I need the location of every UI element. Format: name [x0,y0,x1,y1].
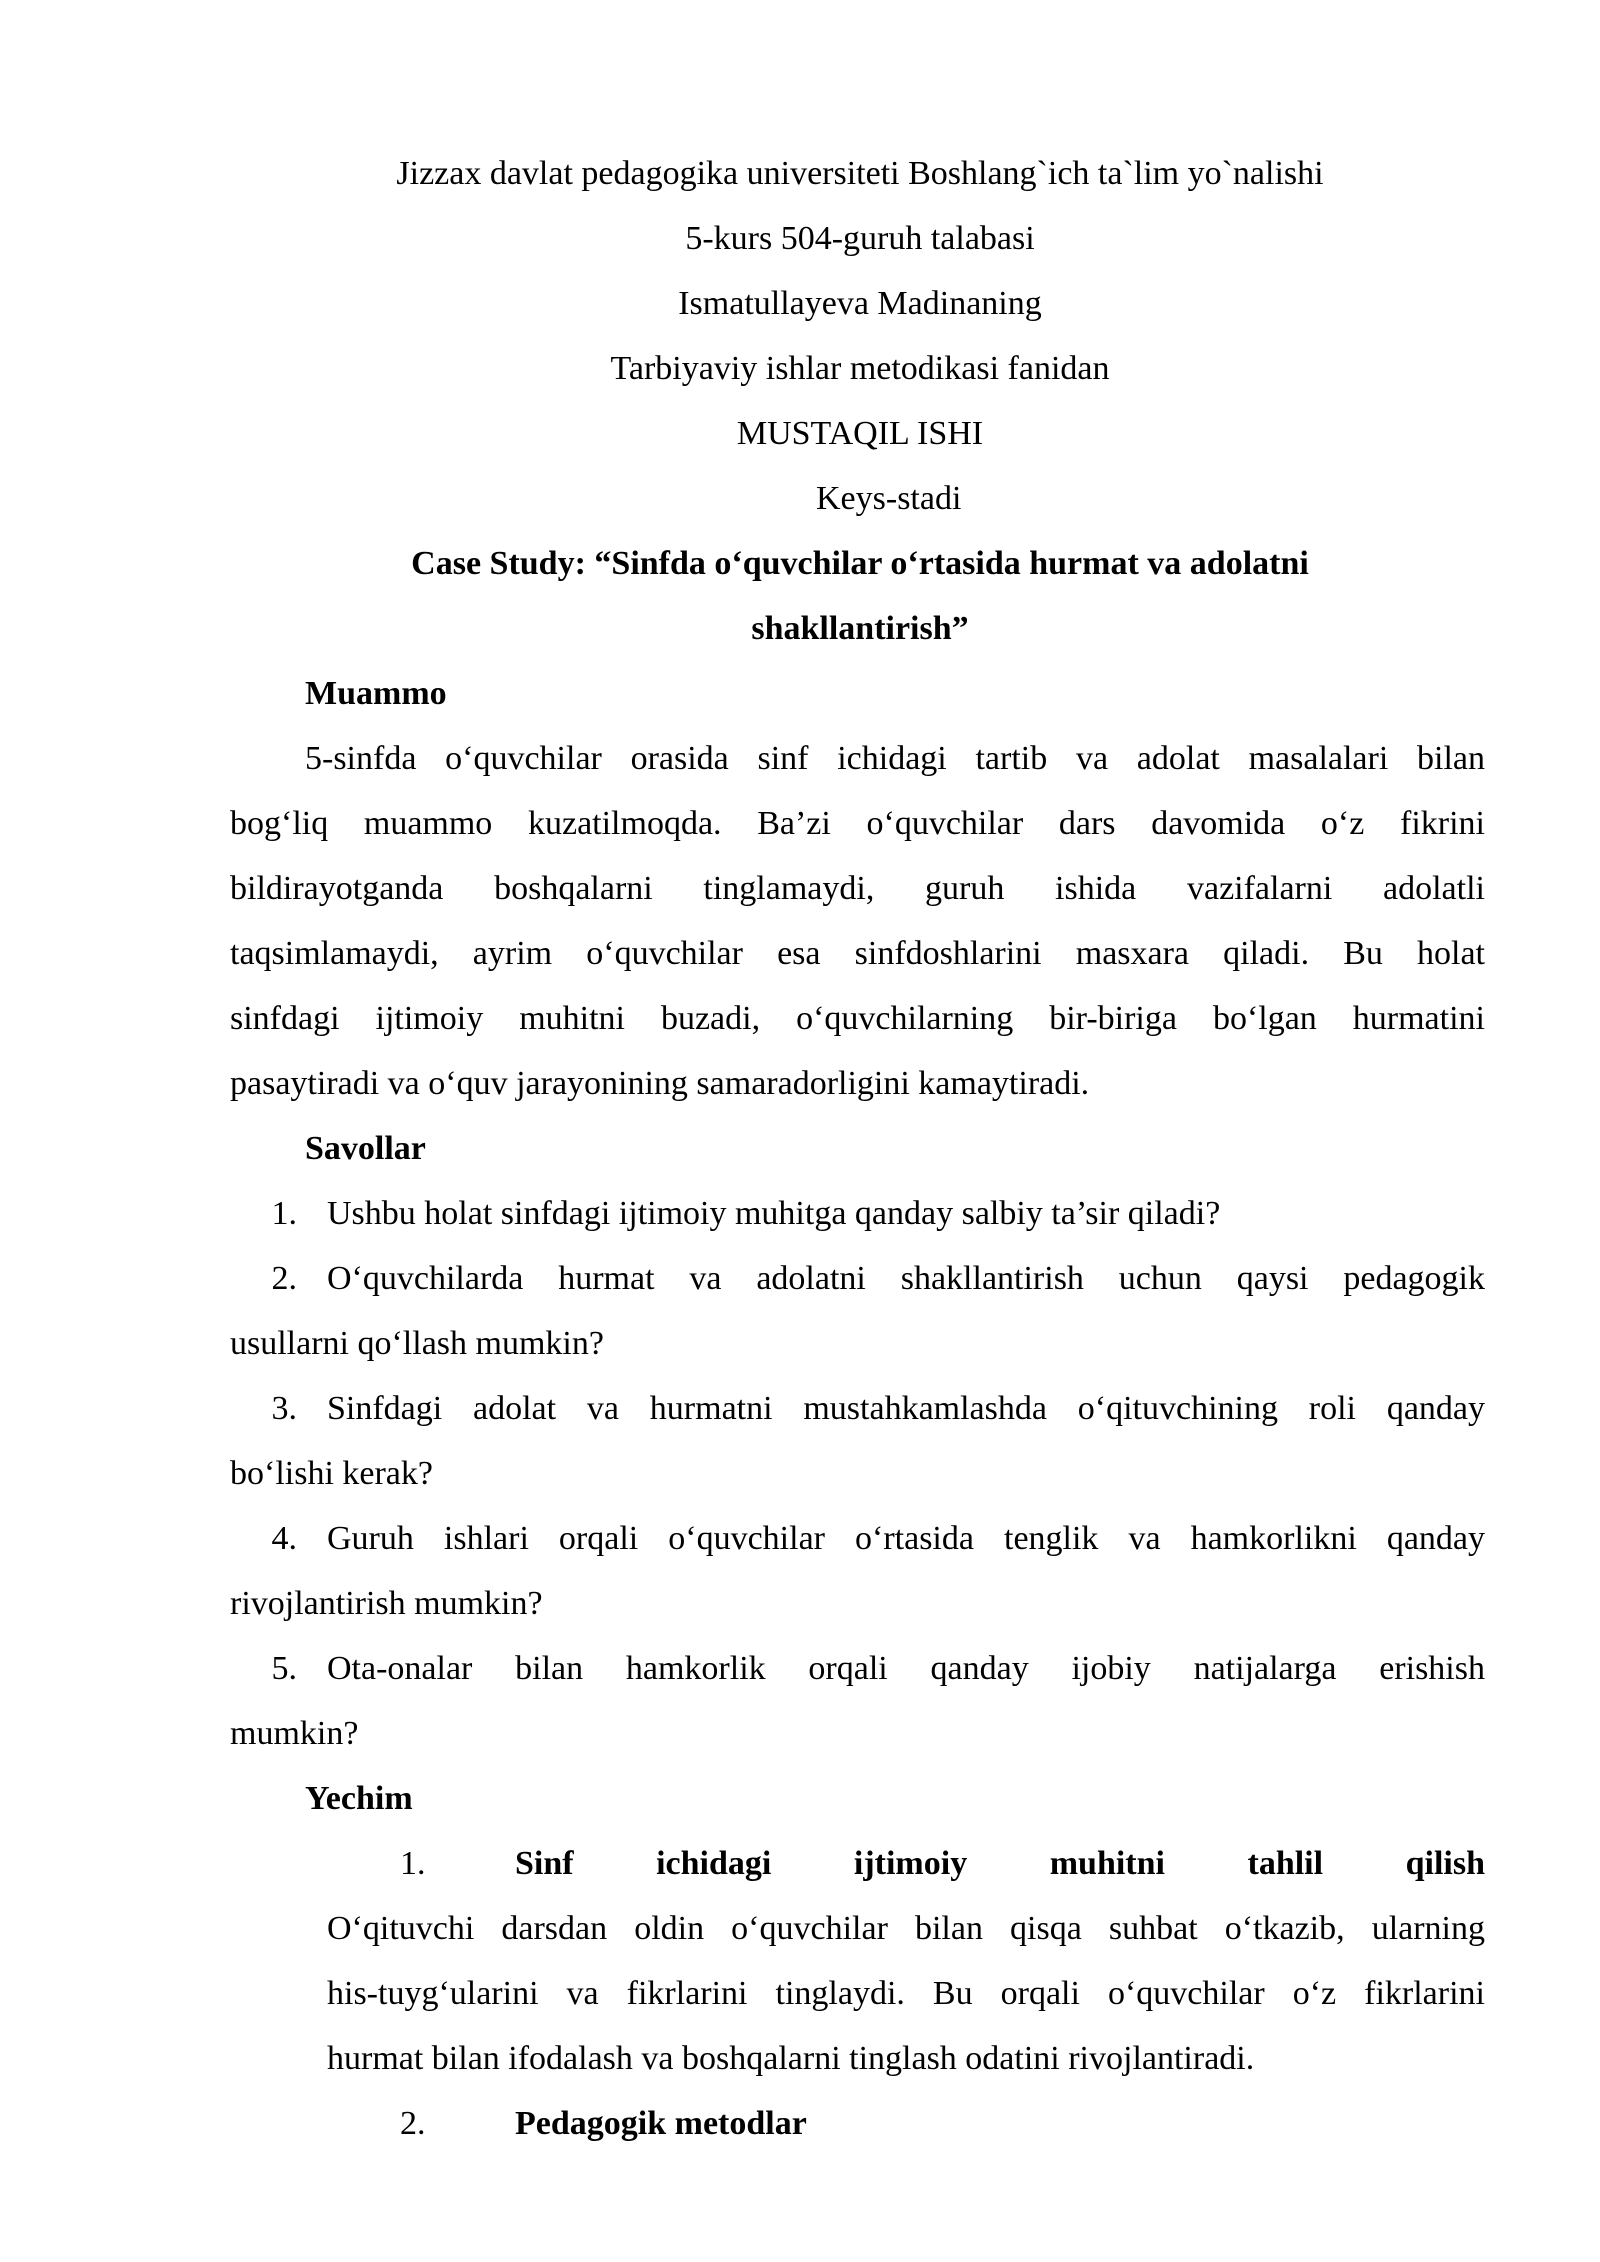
header-course-group: 5-kurs 504-guruh talabasi [685,220,1035,257]
case-study-title-line2: shakllantirish” [751,610,969,647]
problem-line: sinfdagi ijtimoiy muhitni buzadi, o‘quvchilarning bir-biriga bo‘lgan hurmatini [230,1000,1485,1037]
question-text-cont: bo‘lishi kerak? [230,1455,433,1492]
solution-text: hurmat bilan ifodalash va boshqalarni tinglash odatini rivojlantiradi. [327,2040,1255,2077]
header-university: Jizzax davlat pedagogika universiteti Boshlang`ich ta`lim yo`nalishi [396,155,1324,192]
header-subject: Tarbiyaviy ishlar metodikasi fanidan [610,350,1110,387]
problem-heading: Muammo [305,675,447,712]
solution-title: Pedagogik metodlar [515,2105,807,2142]
problem-line: bildirayotganda boshqalarni tinglamaydi, guruh ishida vazifalarni adolatli [230,870,1485,907]
header-student-name: Ismatullayeva Madinaning [678,285,1042,322]
question-number: 2. [271,1260,297,1297]
problem-line: taqsimlamaydi, ayrim o‘quvchilar esa sinfdoshlarini masxara qiladi. Bu holat [230,935,1485,972]
question-text: Sinfdagi adolat va hurmatni mustahkamlashda o‘qituvchining roli qanday [327,1390,1485,1427]
question-text-cont: usullarni qo‘llash mumkin? [230,1325,604,1362]
question-text: Guruh ishlari orqali o‘quvchilar o‘rtasida tenglik va hamkorlikni qanday [327,1520,1485,1557]
solution-heading: Yechim [305,1780,413,1817]
solution-number: 1. [400,1845,426,1882]
header-work-type: MUSTAQIL ISHI [736,415,984,452]
solution-title: Sinf ichidagi ijtimoiy muhitni tahlil qilish [515,1845,1485,1882]
header-keys-stadi: Keys-stadi [816,480,962,517]
problem-line: bog‘liq muammo kuzatilmoqda. Ba’zi o‘quvchilar dars davomida o‘z fikrini [230,805,1485,842]
question-number: 4. [271,1520,297,1557]
question-text: Ushbu holat sinfdagi ijtimoiy muhitga qanday salbiy ta’sir qiladi? [327,1195,1221,1232]
problem-line: 5-sinfda o‘quvchilar orasida sinf ichidagi tartib va adolat masalalari bilan [305,740,1485,777]
problem-line: pasaytiradi va o‘quv jarayonining samaradorligini kamaytiradi. [230,1065,1090,1102]
case-study-title-line1: Case Study: “Sinfda o‘quvchilar o‘rtasida hurmat va adolatni [411,545,1309,582]
question-text-cont: mumkin? [230,1715,359,1752]
question-number: 5. [271,1650,297,1687]
question-number: 1. [271,1195,297,1232]
question-number: 3. [271,1390,297,1427]
solution-text: his-tuyg‘ularini va fikrlarini tinglaydi. Bu orqali o‘quvchilar o‘z fikrlarini [327,1975,1485,2012]
question-text-cont: rivojlantirish mumkin? [230,1585,543,1622]
question-text: O‘quvchilarda hurmat va adolatni shakllantirish uchun qaysi pedagogik [327,1260,1485,1297]
solution-text: O‘qituvchi darsdan oldin o‘quvchilar bilan qisqa suhbat o‘tkazib, ularning [327,1910,1485,1947]
question-text: Ota-onalar bilan hamkorlik orqali qanday ijobiy natijalarga erishish [327,1650,1485,1687]
questions-heading: Savollar [305,1130,426,1167]
solution-number: 2. [400,2105,426,2142]
